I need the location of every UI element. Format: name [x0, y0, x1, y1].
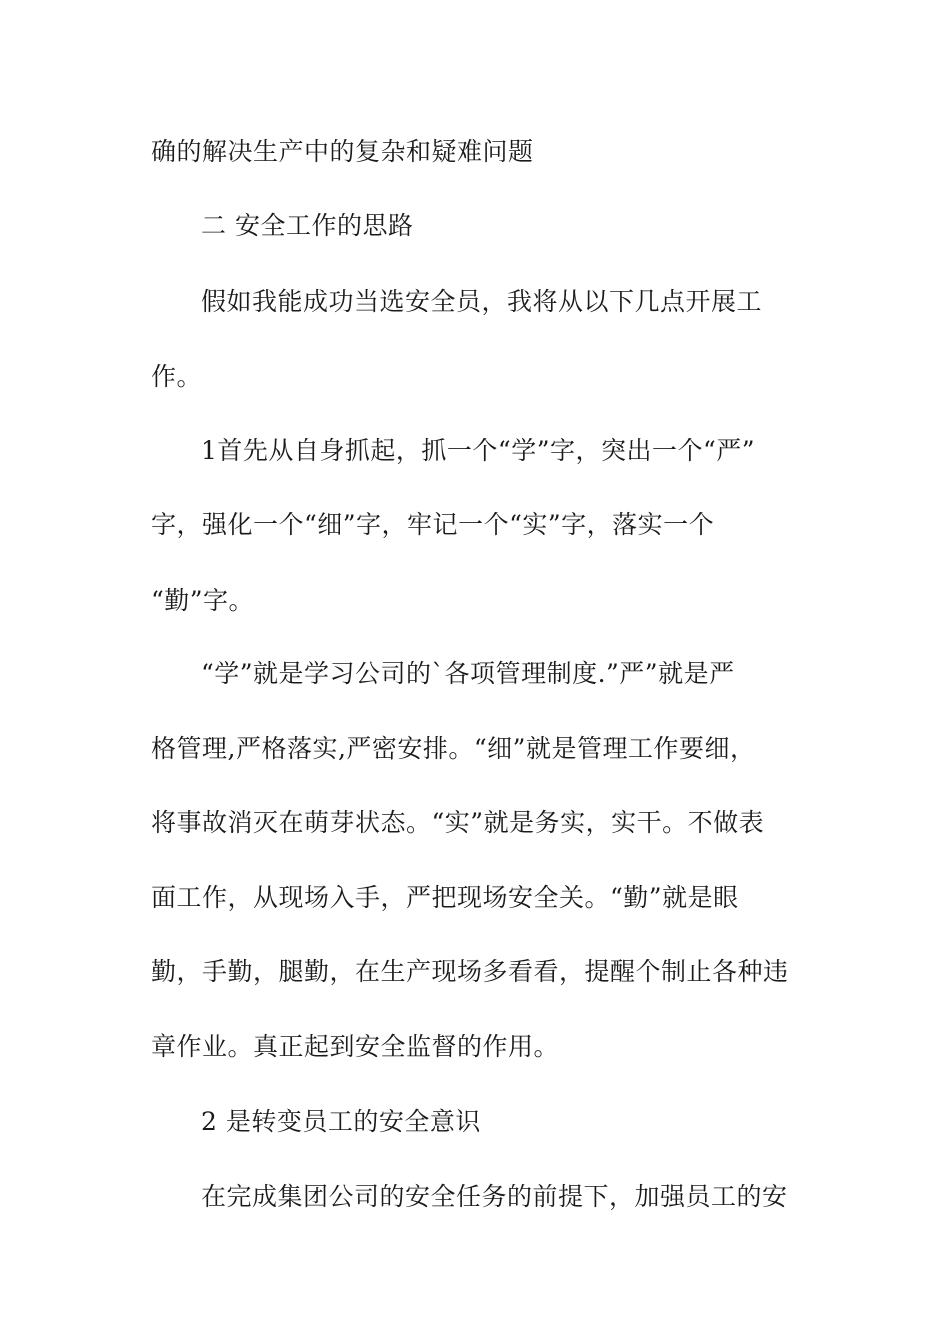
paragraph-line: “学”就是学习公司的`各项管理制度.”严”就是严 — [201, 659, 735, 688]
paragraph-line: “勤”字。 — [151, 586, 255, 615]
paragraph-line: 作。 — [151, 362, 203, 391]
paragraph-line: 假如我能成功当选安全员，我将从以下几点开展工 — [201, 287, 763, 316]
paragraph-line: 1首先从自身抓起，抓一个“学”字，突出一个“严” — [201, 436, 756, 465]
paragraph-line: 勤，手勤，腿勤，在生产现场多看看，提醒个制止各种违 — [151, 957, 789, 986]
section-heading: 二 安全工作的思路 — [201, 211, 414, 240]
paragraph-line: 字，强化一个“细”字，牢记一个“实”字，落实一个 — [151, 510, 715, 539]
paragraph-line: 格管理,严格落实,严密安排。“细”就是管理工作要细， — [151, 734, 756, 763]
paragraph-line: 章作业。真正起到安全监督的作用。 — [151, 1032, 560, 1061]
paragraph-line: 确的解决生产中的复杂和疑难问题 — [151, 137, 534, 166]
section-heading: 2 是转变员工的安全意识 — [201, 1107, 481, 1136]
paragraph-line: 面工作，从现场入手，严把现场安全关。“勤”就是眼 — [151, 883, 739, 912]
paragraph-line: 将事故消灭在萌芽状态。“实”就是务实，实干。不做表 — [151, 808, 765, 837]
paragraph-line: 在完成集团公司的安全任务的前提下，加强员工的安 — [201, 1182, 788, 1211]
